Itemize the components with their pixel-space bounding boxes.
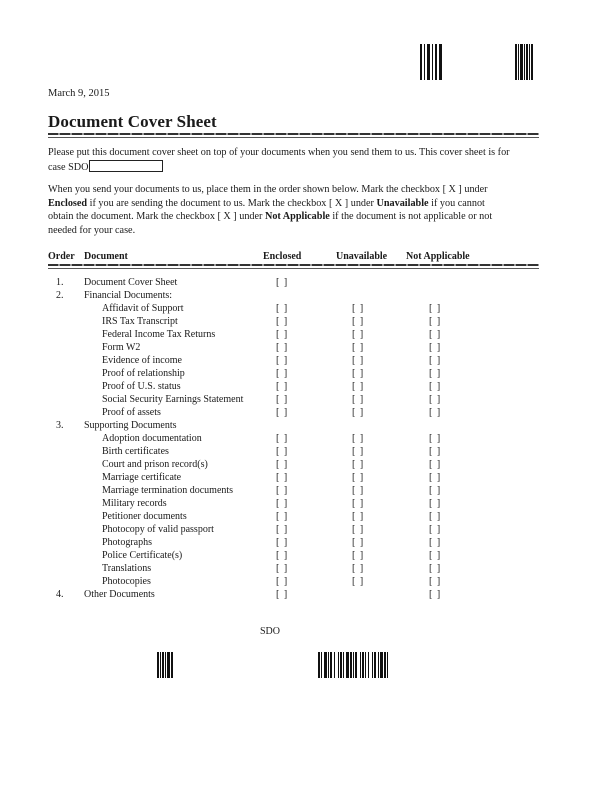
enclosed-checkbox[interactable]: [ ]	[276, 381, 289, 392]
document-date: March 9, 2015	[48, 88, 110, 99]
document-label: Marriage certificate	[102, 472, 182, 483]
document-label: Marriage termination documents	[102, 485, 234, 496]
barcode-bar	[353, 652, 354, 678]
barcode-bar	[330, 652, 332, 678]
barcode-bar	[338, 652, 339, 678]
enclosed-checkbox[interactable]: [ ]	[276, 576, 289, 587]
header-not-applicable: Not Applicable	[406, 251, 470, 262]
unavailable-checkbox[interactable]: [ ]	[352, 342, 365, 353]
barcode-bar	[318, 652, 320, 678]
barcode-bar	[378, 652, 379, 678]
document-label-wrap	[102, 497, 275, 510]
barcode-bar	[340, 652, 342, 678]
barcode-bottom-left	[157, 652, 173, 678]
unavailable-checkbox[interactable]: [ ]	[352, 576, 365, 587]
not-applicable-checkbox[interactable]: [ ]	[429, 433, 442, 444]
barcode-bar	[334, 652, 335, 678]
document-label-wrap	[102, 575, 275, 588]
document-label-wrap	[102, 549, 275, 562]
barcode-bar	[321, 652, 322, 678]
instructions-line-2-end: if you cannot	[428, 197, 485, 209]
table-row	[0, 367, 612, 380]
enclosed-checkbox[interactable]: [ ]	[276, 459, 289, 470]
document-label: Evidence of income	[102, 355, 182, 366]
document-label: IRS Tax Transcript	[102, 316, 178, 327]
unavailable-checkbox[interactable]: [ ]	[352, 550, 365, 561]
table-row	[0, 445, 612, 458]
barcode-bar	[365, 652, 366, 678]
document-label: Form W2	[102, 342, 141, 353]
document-label-wrap	[102, 302, 275, 315]
barcode-bar	[346, 652, 349, 678]
not-applicable-checkbox[interactable]: [ ]	[429, 498, 442, 509]
enclosed-checkbox[interactable]: [ ]	[276, 537, 289, 548]
document-label: Photocopies	[102, 576, 151, 587]
not-applicable-checkbox[interactable]: [ ]	[429, 550, 442, 561]
instructions-line-3-end: if the document is not applicable or not	[329, 211, 493, 222]
unavailable-checkbox[interactable]: [ ]	[352, 329, 365, 340]
barcode-bar	[380, 652, 383, 678]
table-row	[0, 341, 612, 354]
document-label-wrap	[102, 445, 275, 458]
section-label: Supporting Documents	[84, 420, 177, 431]
document-label-wrap	[102, 406, 275, 419]
document-label: Adoption documentation	[102, 433, 202, 444]
unavailable-checkbox[interactable]: [ ]	[352, 537, 365, 548]
table-row	[0, 575, 612, 588]
unavailable-checkbox[interactable]: [ ]	[352, 381, 365, 392]
enclosed-checkbox[interactable]: [ ]	[276, 498, 289, 509]
unavailable-checkbox[interactable]: [ ]	[352, 459, 365, 470]
table-row	[0, 562, 612, 575]
document-label: Petitioner documents	[102, 511, 187, 522]
not-applicable-checkbox[interactable]: [ ]	[429, 459, 442, 470]
page-title: Document Cover Sheet	[48, 112, 217, 131]
header-rule	[48, 264, 539, 266]
enclosed-checkbox[interactable]: [ ]	[276, 589, 289, 600]
unavailable-checkbox[interactable]: [ ]	[352, 511, 365, 522]
table-row	[0, 588, 612, 601]
enclosed-checkbox[interactable]: [ ]	[276, 511, 289, 522]
not-applicable-checkbox[interactable]: [ ]	[429, 563, 442, 574]
table-row	[0, 497, 612, 510]
table-row	[0, 471, 612, 484]
section-row	[0, 419, 612, 432]
header-rule-thin	[48, 268, 539, 269]
document-label: Federal Income Tax Returns	[102, 329, 216, 340]
intro-line: Please put this document cover sheet on top of your documents when you send them to us. This cover sheet is for	[48, 147, 510, 158]
unavailable-checkbox[interactable]: [ ]	[352, 498, 365, 509]
table-row	[0, 354, 612, 367]
instructions-not-applicable: Not Applicable	[264, 211, 330, 222]
barcode-bar	[387, 652, 388, 678]
document-label: Police Certificate(s)	[102, 550, 183, 561]
document-label-wrap	[84, 276, 275, 289]
enclosed-checkbox[interactable]: [ ]	[276, 329, 289, 340]
not-applicable-checkbox[interactable]: [ ]	[429, 381, 442, 392]
barcode-bar	[355, 652, 357, 678]
barcode-bar	[372, 652, 373, 678]
barcode-top-left	[420, 44, 442, 80]
document-label-wrap	[102, 328, 275, 341]
not-applicable-checkbox[interactable]: [ ]	[429, 589, 442, 600]
document-label: Photocopy of valid passport	[102, 524, 214, 535]
barcode-bar	[343, 652, 344, 678]
instructions-unavailable: Unavailable	[376, 197, 429, 209]
title-rule-thin	[48, 137, 539, 138]
document-label-wrap	[102, 367, 275, 380]
instructions-line-2: if you are sending the document to us. Mark the checkbox [ X ] under	[87, 197, 377, 209]
enclosed-checkbox[interactable]: [ ]	[276, 550, 289, 561]
table-row	[0, 458, 612, 471]
document-label: Military records	[102, 498, 167, 509]
not-applicable-checkbox[interactable]: [ ]	[429, 537, 442, 548]
not-applicable-checkbox[interactable]: [ ]	[429, 355, 442, 366]
table-row	[0, 380, 612, 393]
unavailable-checkbox[interactable]: [ ]	[352, 446, 365, 457]
table-row	[0, 549, 612, 562]
barcode-bar	[362, 652, 364, 678]
unavailable-checkbox[interactable]: [ ]	[352, 433, 365, 444]
intro-paragraph	[48, 146, 548, 174]
enclosed-checkbox[interactable]: [ ]	[276, 407, 289, 418]
document-label-wrap	[102, 393, 275, 406]
not-applicable-checkbox[interactable]: [ ]	[429, 524, 442, 535]
enclosed-checkbox[interactable]: [ ]	[276, 277, 289, 288]
table-row	[0, 432, 612, 445]
enclosed-checkbox[interactable]: [ ]	[276, 446, 289, 457]
document-label-wrap	[102, 341, 275, 354]
table-row	[0, 523, 612, 536]
table-row	[0, 484, 612, 497]
enclosed-checkbox[interactable]: [ ]	[276, 524, 289, 535]
document-label: Proof of relationship	[102, 368, 185, 379]
not-applicable-checkbox[interactable]: [ ]	[429, 485, 442, 496]
barcode-bottom-right	[318, 652, 438, 678]
document-label: Photographs	[102, 537, 152, 548]
not-applicable-checkbox[interactable]: [ ]	[429, 342, 442, 353]
document-label: Translations	[102, 563, 152, 574]
footer-code: SDO	[260, 626, 281, 637]
unavailable-checkbox[interactable]: [ ]	[352, 524, 365, 535]
unavailable-checkbox[interactable]: [ ]	[352, 368, 365, 379]
section-label: Financial Documents:	[84, 290, 173, 301]
case-number-field[interactable]	[89, 160, 163, 172]
document-label: Birth certificates	[102, 446, 169, 457]
document-label: Other Documents	[84, 589, 155, 600]
section-row	[0, 289, 612, 302]
enclosed-checkbox[interactable]: [ ]	[276, 394, 289, 405]
not-applicable-checkbox[interactable]: [ ]	[429, 576, 442, 587]
document-label: Social Security Earnings Statement	[102, 394, 244, 405]
document-label-wrap	[84, 588, 275, 601]
document-label-wrap	[102, 380, 275, 393]
enclosed-checkbox[interactable]: [ ]	[276, 342, 289, 353]
header-unavailable: Unavailable	[336, 251, 388, 262]
unavailable-checkbox[interactable]: [ ]	[352, 316, 365, 327]
row-number: 4.	[56, 589, 64, 600]
unavailable-checkbox[interactable]: [ ]	[352, 394, 365, 405]
document-label-wrap	[102, 484, 275, 497]
title-rule	[48, 133, 539, 135]
barcode-bar	[368, 652, 369, 678]
enclosed-checkbox[interactable]: [ ]	[276, 303, 289, 314]
unavailable-checkbox[interactable]: [ ]	[352, 485, 365, 496]
header-enclosed: Enclosed	[263, 251, 302, 262]
enclosed-checkbox[interactable]: [ ]	[276, 485, 289, 496]
barcode-bar	[374, 652, 376, 678]
document-label-wrap	[102, 471, 275, 484]
document-label: Proof of assets	[102, 407, 161, 418]
table-row	[0, 393, 612, 406]
document-label-wrap	[102, 458, 275, 471]
document-label-wrap	[102, 315, 275, 328]
not-applicable-checkbox[interactable]: [ ]	[429, 511, 442, 522]
document-label: Court and prison record(s)	[102, 459, 208, 470]
barcode-bar	[324, 652, 327, 678]
instructions-line-4: needed for your case.	[48, 224, 136, 236]
document-label-wrap	[102, 562, 275, 575]
barcode-bar	[328, 652, 329, 678]
unavailable-checkbox[interactable]: [ ]	[352, 563, 365, 574]
not-applicable-checkbox[interactable]: [ ]	[429, 472, 442, 483]
enclosed-checkbox[interactable]: [ ]	[276, 472, 289, 483]
enclosed-checkbox[interactable]: [ ]	[276, 433, 289, 444]
barcode-bar	[384, 652, 386, 678]
barcode-bar	[350, 652, 352, 678]
table-row	[0, 510, 612, 523]
row-number: 2.	[56, 290, 64, 301]
not-applicable-checkbox[interactable]: [ ]	[429, 316, 442, 327]
instructions-enclosed: Enclosed	[48, 197, 88, 209]
document-label-wrap	[102, 536, 275, 549]
document-label: Proof of U.S. status	[102, 381, 181, 392]
table-row	[0, 302, 612, 315]
instructions-paragraph	[48, 183, 548, 237]
not-applicable-checkbox[interactable]: [ ]	[429, 394, 442, 405]
not-applicable-checkbox[interactable]: [ ]	[429, 368, 442, 379]
document-label-wrap	[102, 510, 275, 523]
enclosed-checkbox[interactable]: [ ]	[276, 563, 289, 574]
enclosed-checkbox[interactable]: [ ]	[276, 316, 289, 327]
document-label: Affidavit of Support	[102, 303, 184, 314]
row-number: 1.	[56, 277, 64, 288]
instructions-line-1: When you send your documents to us, place them in the order shown below. Mark the checkbox [ X ] under	[48, 184, 488, 195]
unavailable-checkbox[interactable]: [ ]	[352, 303, 365, 314]
table-row	[0, 406, 612, 419]
document-label-wrap	[102, 523, 275, 536]
case-label: case SDO	[48, 161, 89, 173]
unavailable-checkbox[interactable]: [ ]	[352, 407, 365, 418]
header-order: Order	[48, 251, 75, 262]
not-applicable-checkbox[interactable]: [ ]	[429, 329, 442, 340]
not-applicable-checkbox[interactable]: [ ]	[429, 446, 442, 457]
instructions-line-3: obtain the document. Mark the checkbox [ X ] under	[48, 211, 265, 222]
header-document: Document	[84, 251, 128, 262]
not-applicable-checkbox[interactable]: [ ]	[429, 303, 442, 314]
not-applicable-checkbox[interactable]: [ ]	[429, 407, 442, 418]
table-row	[0, 328, 612, 341]
barcode-top-right	[515, 44, 533, 80]
table-row	[0, 276, 612, 289]
document-label-wrap	[102, 432, 275, 445]
table-row	[0, 536, 612, 549]
barcode-bar	[360, 652, 361, 678]
unavailable-checkbox[interactable]: [ ]	[352, 472, 365, 483]
row-number: 3.	[56, 420, 64, 431]
document-label-wrap	[102, 354, 275, 367]
enclosed-checkbox[interactable]: [ ]	[276, 355, 289, 366]
unavailable-checkbox[interactable]: [ ]	[352, 355, 365, 366]
enclosed-checkbox[interactable]: [ ]	[276, 368, 289, 379]
document-label: Document Cover Sheet	[84, 277, 178, 288]
table-row	[0, 315, 612, 328]
